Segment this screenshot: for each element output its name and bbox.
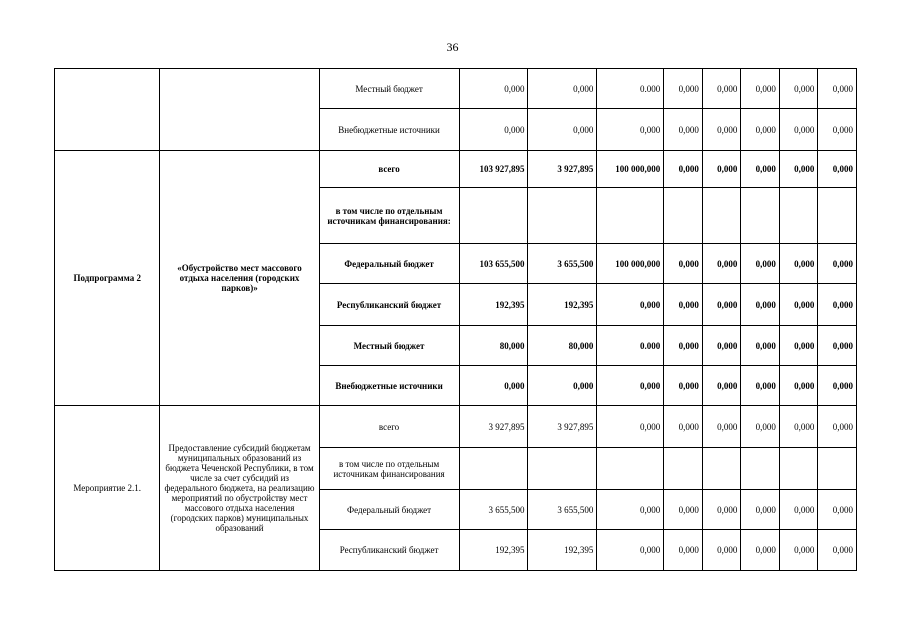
value-cell: 0,000 <box>818 69 857 109</box>
value-cell: 0,000 <box>779 109 818 151</box>
table-row <box>55 69 857 109</box>
prev-label-cell <box>55 69 160 151</box>
value-cell: 0,000 <box>664 530 703 571</box>
value-cell: 0,000 <box>779 490 818 530</box>
source-cell: Внебюджетные источники <box>319 366 459 406</box>
value-cell <box>664 448 703 490</box>
value-cell <box>818 448 857 490</box>
value-cell: 0,000 <box>818 530 857 571</box>
source-cell: Внебюджетные источники <box>319 109 459 151</box>
value-cell: 0,000 <box>741 109 780 151</box>
value-cell <box>597 448 664 490</box>
value-cell: 0,000 <box>597 366 664 406</box>
source-cell: Республиканский бюджет <box>319 530 459 571</box>
value-cell: 3 655,500 <box>459 490 528 530</box>
value-cell: 80,000 <box>459 326 528 366</box>
value-cell: 0,000 <box>664 109 703 151</box>
value-cell: 0,000 <box>818 284 857 326</box>
value-cell: 0,000 <box>779 326 818 366</box>
measure-name: Предоставление субсидий бюджетам муниципальных образований из бюджета Чеченской Республики, в том числе за счет субсидий из федерального бюджета, на реализацию мероприятий по обустройству мест массового отдыха населения (городских парков) муниципальных образований <box>160 406 319 571</box>
value-cell: 0,000 <box>741 490 780 530</box>
value-cell: 0,000 <box>664 490 703 530</box>
value-cell: 0,000 <box>779 284 818 326</box>
value-cell: 0,000 <box>664 244 703 284</box>
value-cell: 0,000 <box>664 406 703 448</box>
value-cell: 0,000 <box>779 69 818 109</box>
table-row <box>55 151 857 188</box>
value-cell: 0,000 <box>702 530 741 571</box>
value-cell: 0,000 <box>597 109 664 151</box>
value-cell: 0,000 <box>702 406 741 448</box>
value-cell: 3 927,895 <box>528 406 597 448</box>
source-cell: Местный бюджет <box>319 326 459 366</box>
value-cell: 3 655,500 <box>528 244 597 284</box>
value-cell <box>702 448 741 490</box>
value-cell: 0,000 <box>597 490 664 530</box>
value-cell: 0,000 <box>664 366 703 406</box>
value-cell <box>597 188 664 244</box>
value-cell: 0,000 <box>741 406 780 448</box>
value-cell: 0,000 <box>459 109 528 151</box>
value-cell <box>528 188 597 244</box>
value-cell: 0,000 <box>818 490 857 530</box>
value-cell <box>741 448 780 490</box>
value-cell: 0,000 <box>702 69 741 109</box>
value-cell: 0,000 <box>702 244 741 284</box>
value-cell: 0,000 <box>597 406 664 448</box>
value-cell: 100 000,000 <box>597 151 664 188</box>
value-cell: 0,000 <box>664 151 703 188</box>
value-cell: 0,000 <box>702 326 741 366</box>
value-cell: 0,000 <box>779 406 818 448</box>
table-row <box>55 406 857 448</box>
value-cell: 0,000 <box>741 326 780 366</box>
page-number: 36 <box>446 40 459 54</box>
value-cell: 3 927,895 <box>459 406 528 448</box>
value-cell: 0,000 <box>818 406 857 448</box>
value-cell <box>818 188 857 244</box>
prev-name-cell <box>160 69 319 151</box>
value-cell: 0,000 <box>741 69 780 109</box>
source-cell: Местный бюджет <box>319 69 459 109</box>
value-cell: 192,395 <box>459 530 528 571</box>
value-cell: 192,395 <box>528 530 597 571</box>
measure-label: Мероприятие 2.1. <box>55 406 160 571</box>
value-cell: 0,000 <box>818 151 857 188</box>
value-cell: 0,000 <box>779 151 818 188</box>
value-cell: 80,000 <box>528 326 597 366</box>
value-cell: 0,000 <box>741 366 780 406</box>
subprogram-label: Подпрограмма 2 <box>55 151 160 406</box>
value-cell: 0,000 <box>702 284 741 326</box>
value-cell: 0,000 <box>702 490 741 530</box>
value-cell: 103 655,500 <box>459 244 528 284</box>
value-cell: 0,000 <box>597 284 664 326</box>
value-cell: 0,000 <box>528 69 597 109</box>
value-cell <box>459 448 528 490</box>
value-cell: 0,000 <box>459 366 528 406</box>
value-cell: 0,000 <box>779 530 818 571</box>
value-cell: 3 927,895 <box>528 151 597 188</box>
value-cell: 0.000 <box>597 326 664 366</box>
value-cell: 0,000 <box>664 69 703 109</box>
source-cell: в том числе по отдельным источникам финансирования: <box>319 188 459 244</box>
value-cell: 0,000 <box>818 244 857 284</box>
budget-table <box>54 68 857 571</box>
value-cell: 100 000,000 <box>597 244 664 284</box>
source-cell: Республиканский бюджет <box>319 284 459 326</box>
source-cell: всего <box>319 151 459 188</box>
source-cell: Федеральный бюджет <box>319 244 459 284</box>
value-cell: 0,000 <box>702 109 741 151</box>
value-cell: 0,000 <box>459 69 528 109</box>
value-cell <box>779 448 818 490</box>
value-cell: 0,000 <box>779 244 818 284</box>
value-cell: 0,000 <box>779 366 818 406</box>
value-cell: 103 927,895 <box>459 151 528 188</box>
value-cell <box>741 188 780 244</box>
value-cell: 0,000 <box>597 530 664 571</box>
value-cell: 192,395 <box>528 284 597 326</box>
value-cell: 192,395 <box>459 284 528 326</box>
value-cell <box>528 448 597 490</box>
value-cell: 0,000 <box>702 366 741 406</box>
value-cell: 3 655,500 <box>528 490 597 530</box>
value-cell: 0,000 <box>818 366 857 406</box>
value-cell: 0.000 <box>597 69 664 109</box>
value-cell: 0,000 <box>664 326 703 366</box>
subprogram-name: «Обустройство мест массового отдыха населения (городских парков)» <box>160 151 319 406</box>
value-cell: 0,000 <box>528 109 597 151</box>
source-cell: всего <box>319 406 459 448</box>
value-cell <box>459 188 528 244</box>
value-cell: 0,000 <box>741 530 780 571</box>
value-cell: 0,000 <box>818 109 857 151</box>
value-cell: 0,000 <box>741 151 780 188</box>
source-cell: Федеральный бюджет <box>319 490 459 530</box>
value-cell: 0,000 <box>818 326 857 366</box>
value-cell <box>664 188 703 244</box>
value-cell <box>702 188 741 244</box>
value-cell: 0,000 <box>741 244 780 284</box>
value-cell: 0,000 <box>528 366 597 406</box>
source-cell: в том числе по отдельным источникам финансирования <box>319 448 459 490</box>
value-cell: 0,000 <box>664 284 703 326</box>
value-cell: 0,000 <box>741 284 780 326</box>
value-cell <box>779 188 818 244</box>
value-cell: 0,000 <box>702 151 741 188</box>
